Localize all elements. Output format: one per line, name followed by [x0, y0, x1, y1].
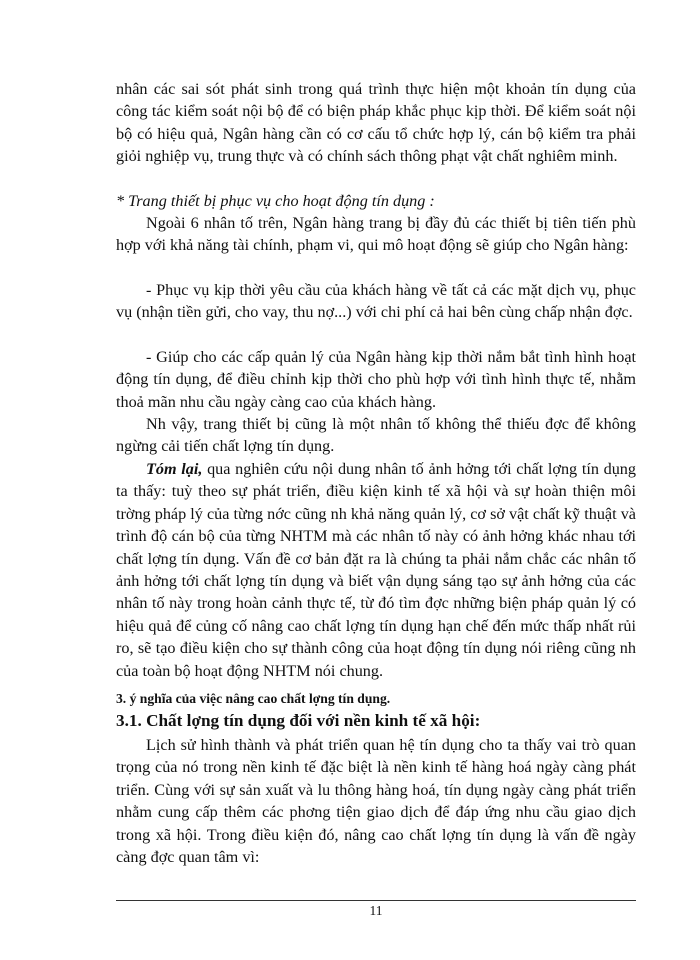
summary-lead: Tóm lại, [146, 460, 203, 478]
paragraph-bullet-serve-customers: - Phục vụ kịp thời yêu cầu của khách hàng về tất cả các mặt dịch vụ, phục vụ (nhận tiền gửi, cho vay, thu nợ...) với chi phí cả hai bên cùng chấp nhận đợc. [116, 281, 636, 322]
section-3-heading: 3. ý nghĩa của việc nâng cao chất lợng tín dụng. [116, 691, 391, 706]
summary-text: qua nghiên cứu nội dung nhân tố ảnh hởng tới chất lợng tín dụng ta thấy: tuỳ theo sự phát triển, điều kiện kinh tế xã hội và sự hoàn thiện môi trờng pháp lý của từng nớc cũng nh khả năng quản lý, cơ sở vật chất kỹ thuật và trình độ cán bộ của từng NHTM mà các nhân tố này có ảnh hởng khác nhau tới chất lợng tín dụng. Vấn đề cơ bản đặt ra là chúng ta phải nắm chắc các nhân tố ảnh hởng tới chất lợng tín dụng và biết vận dụng sáng tạo sự ảnh hởng của các nhân tố này trong hoàn cảnh thực tế, từ đó tìm đợc những biện pháp quản lý có hiệu quả để củng cố nâng cao chất lợng tín dụng hạn chế đến mức thấp nhất rủi ro, sẽ tạo điều kiện cho sự thành công của hoạt động tín dụng nói riêng cũng nh của toàn bộ hoạt động NHTM nói chung. [116, 460, 636, 680]
paragraph-bullet-management: - Giúp cho các cấp quản lý của Ngân hàng kịp thời nắm bắt tình hình hoạt động tín dụng, để điều chỉnh kịp thời cho phù hợp với tình hình thực tế, nhằm thoả mãn nhu cầu ngày càng cao của khách hàng. [116, 348, 636, 411]
section-3-1-heading: 3.1. Chất lợng tín dụng đối với nền kinh tế xã hội: [116, 711, 481, 730]
paragraph-internal-control: nhân các sai sót phát sinh trong quá trình thực hiện một khoản tín dụng của công tác kiểm soát nội bộ để có biện pháp khắc phục kịp thời. Để kiểm soát nội bộ có hiệu quả, Ngân hàng cần có cơ cấu tổ chức hợp lý, cán bộ kiểm tra phải giỏi nghiệp vụ, trung thực và có chính sách thông phạt vật chất nghiêm minh. [116, 80, 636, 166]
subheading-equipment: * Trang thiết bị phục vụ cho hoạt động tín dụng : [116, 192, 435, 210]
paragraph-equipment-intro: Ngoài 6 nhân tố trên, Ngân hàng trang bị đầy đủ các thiết bị tiên tiến phù hợp với khả năng tài chính, phạm vi, qui mô hoạt động sẽ giúp cho Ngân hàng: [116, 214, 636, 255]
page-number: 11 [369, 903, 383, 918]
paragraph-equipment-conclusion: Nh vậy, trang thiết bị cũng là một nhân tố không thể thiếu đợc để không ngừng cải tiến chất lợng tín dụng. [116, 415, 636, 456]
paragraph-summary [116, 458, 636, 682]
footer-divider [116, 900, 636, 901]
paragraph-section-3-1: Lịch sử hình thành và phát triển quan hệ tín dụng cho ta thấy vai trò quan trọng của nó trong nền kinh tế đặc biệt là nền kinh tế hàng hoá ngày càng phát triển. Cùng với sự sản xuất và lu thông hàng hoá, tín dụng ngày càng phát triển nhằm cung cấp thêm các phơng tiện giao dịch để đáp ứng nhu cầu giao dịch trong xã hội. Trong điều kiện đó, nâng cao chất lợng tín dụng là vấn đề ngày càng đợc quan tâm vì: [116, 736, 636, 867]
